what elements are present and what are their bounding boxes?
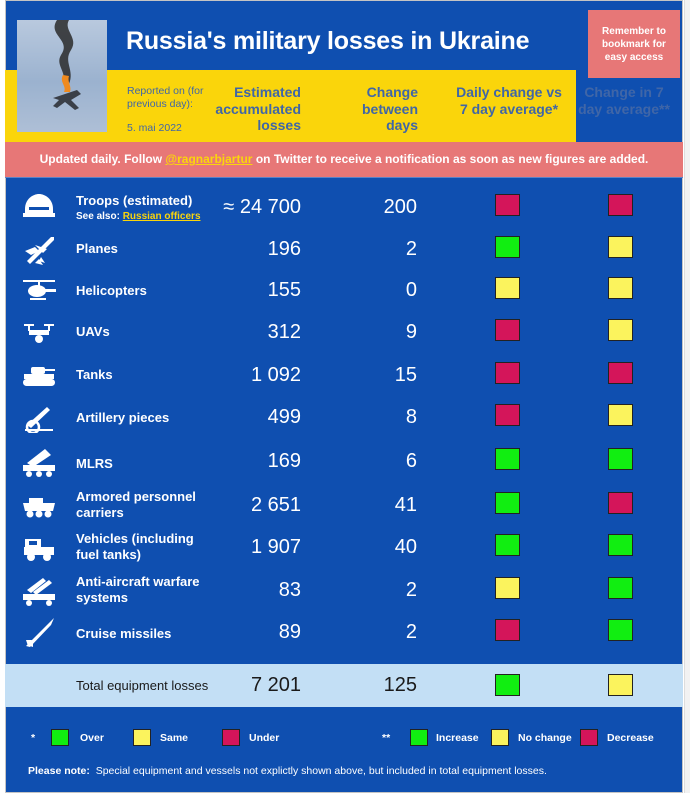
tank-icon [21, 359, 57, 391]
row-label [76, 574, 206, 606]
seven-day-indicator [608, 194, 633, 216]
legend-star-double: ** [382, 732, 391, 744]
artillery-icon [21, 401, 57, 433]
seven-day-indicator [608, 534, 633, 556]
table-row [5, 612, 683, 654]
reported-date: 5. mai 2022 [127, 122, 182, 134]
row-label-text: Anti-aircraft warfare systems [76, 574, 200, 605]
row-label-text: Vehicles (including fuel tanks) [76, 531, 194, 562]
helicopter-icon [21, 274, 57, 306]
daily-change-indicator [495, 448, 520, 470]
legend-same-label: Same [160, 732, 189, 744]
anti-aircraft-icon [21, 574, 57, 606]
apc-icon [21, 489, 57, 521]
legend-no-change-label: No change [518, 732, 572, 744]
column-header-change: Change between days [361, 84, 418, 133]
table-row [5, 270, 683, 312]
daily-change-indicator [495, 277, 520, 299]
mlrs-icon [21, 445, 57, 477]
table-row [5, 570, 683, 612]
table-row [5, 397, 683, 439]
see-also-prefix: See also: [76, 211, 123, 222]
row-value: ≈ 24 700 [223, 196, 301, 218]
update-banner [5, 142, 683, 177]
row-value: 2 651 [250, 494, 301, 516]
table-row [5, 229, 683, 271]
column-header-daily: Daily change vs 7 day average* [456, 84, 562, 117]
row-change: 8 [405, 406, 417, 428]
legend-star-single: * [31, 732, 36, 744]
daily-change-indicator [495, 404, 520, 426]
row-value: 499 [267, 406, 301, 428]
daily-change-indicator [495, 362, 520, 384]
row-value: 83 [278, 579, 301, 601]
total-row [5, 664, 683, 707]
row-label-text: Tanks [76, 367, 113, 382]
total-value: 7 201 [250, 674, 301, 696]
table-row [5, 187, 683, 229]
row-change: 2 [405, 579, 417, 601]
reported-label: Reported on (for previous day): [127, 85, 204, 110]
divider [5, 177, 683, 178]
row-label-text: Planes [76, 241, 118, 256]
seven-day-indicator [608, 319, 633, 341]
burning-plane-image [17, 20, 107, 132]
legend-same-swatch [133, 729, 151, 746]
row-change: 6 [405, 450, 417, 472]
header-photo [17, 20, 107, 132]
row-change: 9 [405, 321, 417, 343]
row-value: 312 [267, 321, 301, 343]
footnote-bold: Please note: [28, 765, 90, 777]
row-value: 155 [267, 279, 301, 301]
vehicle-icon [21, 531, 57, 563]
seven-day-indicator [608, 277, 633, 299]
daily-change-indicator [495, 194, 520, 216]
row-value: 89 [278, 621, 301, 643]
footnote-text: Special equipment and vessels not explictly shown above, but included in total equipment losses. [95, 765, 547, 777]
legend-under-swatch [222, 729, 240, 746]
legend-under-label: Under [249, 732, 280, 744]
row-value: 196 [267, 238, 301, 260]
page-scrollbar[interactable] [684, 0, 690, 793]
table-row [5, 312, 683, 354]
page-title: Russia's military losses in Ukraine [126, 27, 530, 55]
russian-officers-link[interactable]: Russian officers [122, 211, 201, 222]
row-change: 15 [394, 364, 417, 386]
row-label-text: Cruise missiles [76, 626, 172, 641]
total-change: 125 [383, 674, 417, 696]
column-header-accumulated: Estimated accumulated losses [215, 84, 301, 133]
bookmark-badge: Remember to bookmark for easy access [588, 10, 680, 78]
helmet-icon [21, 191, 57, 223]
row-change: 200 [383, 196, 417, 218]
row-value: 1 907 [250, 536, 301, 558]
row-label-text: Helicopters [76, 283, 147, 298]
legend-decrease-label: Decrease [607, 732, 654, 744]
daily-change-indicator [495, 577, 520, 599]
table-row [5, 355, 683, 397]
row-value: 1 092 [250, 364, 301, 386]
seven-day-indicator [608, 577, 633, 599]
row-change: 2 [405, 621, 417, 643]
daily-change-indicator [495, 236, 520, 258]
missile-icon [21, 616, 57, 648]
legend-over-label: Over [80, 732, 104, 744]
total-label: Total equipment losses [76, 678, 209, 693]
daily-change-indicator [495, 619, 520, 641]
row-label-text: Troops (estimated) [76, 193, 193, 208]
banner-prefix: Updated daily. Follow [39, 152, 166, 166]
daily-change-indicator [495, 492, 520, 514]
row-label-text: UAVs [76, 324, 110, 339]
daily-change-indicator [495, 534, 520, 556]
column-header-seven-day: Change in 7 day average** [578, 84, 670, 117]
legend-no-change-swatch [491, 729, 509, 746]
table-row [5, 441, 683, 483]
table-row [5, 485, 683, 527]
daily-change-indicator [495, 319, 520, 341]
seven-day-indicator [608, 404, 633, 426]
row-change: 41 [394, 494, 417, 516]
seven-day-indicator [608, 492, 633, 514]
row-label-text: MLRS [76, 456, 113, 471]
footnote [28, 765, 547, 777]
row-label [76, 489, 206, 521]
table-row [5, 527, 683, 569]
row-label-text: Artillery pieces [76, 410, 170, 425]
row-change: 40 [394, 536, 417, 558]
banner-suffix: on Twitter to receive a notification as soon as new figures are added. [252, 152, 649, 166]
plane-icon [21, 233, 57, 265]
legend-increase-label: Increase [436, 732, 479, 744]
row-label-text: Armored personnel carriers [76, 489, 196, 520]
row-value: 169 [267, 450, 301, 472]
legend-decrease-swatch [580, 729, 598, 746]
row-change: 0 [405, 279, 417, 301]
twitter-handle-link[interactable]: @ragnarbjartur [165, 152, 253, 166]
row-label [76, 531, 206, 563]
drone-icon [21, 316, 57, 348]
seven-day-indicator [608, 362, 633, 384]
total-daily-indicator [495, 674, 520, 696]
total-seven-day-indicator [608, 674, 633, 696]
row-change: 2 [405, 238, 417, 260]
seven-day-indicator [608, 448, 633, 470]
seven-day-indicator [608, 236, 633, 258]
legend-over-swatch [51, 729, 69, 746]
legend-increase-swatch [410, 729, 428, 746]
seven-day-indicator [608, 619, 633, 641]
